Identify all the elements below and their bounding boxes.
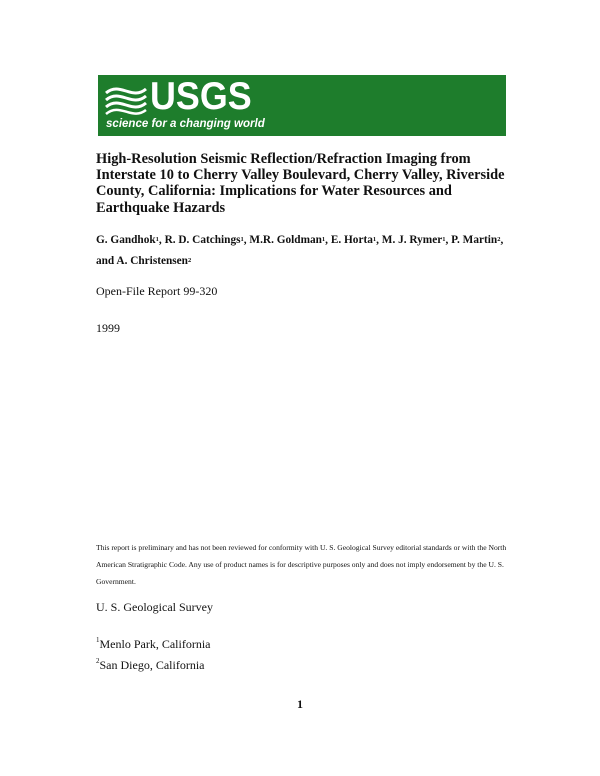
author: M.R. Goldman$^1$, [249, 234, 331, 246]
affiliation: $^1$Menlo Park, California [96, 636, 211, 651]
document-title: High-Resolution Seismic Reflection/Refraction Imaging from Interstate 10 to Cherry Valley Boulevard, Cherry Valley, Riverside County, California: Implications for Water Resources and Earthquake Hazards [96, 151, 505, 216]
publication-year: 1999 [96, 321, 120, 335]
usgs-logo [98, 75, 506, 136]
report-number: Open-File Report 99-320 [96, 284, 218, 298]
author: P. Martin$^2$, [451, 234, 504, 246]
author: R. D. Catchings$^1$, [164, 234, 250, 246]
author: G. Gandhok$^1$, [96, 234, 165, 246]
logo-tagline: science for a changing world [106, 116, 265, 130]
author-list [96, 230, 526, 272]
page-number: 1 [297, 697, 303, 711]
author: E. Horta$^1$, [330, 234, 382, 246]
affiliation: $^2$San Diego, California [96, 657, 205, 672]
agency-name: U. S. Geological Survey [96, 600, 213, 614]
disclaimer: This report is preliminary and has not been reviewed for conformity with U. S. Geological Survey editorial standards or with the North American Stratigraphic Code. Any use of product names is for descriptive purposes only and does not imply endorsement by the U. S. Government. [96, 543, 507, 586]
author: and A. Christensen$^2$ [96, 255, 192, 267]
logo-wordmark: USGS [150, 75, 252, 118]
author: M. J. Rymer$^1$, [381, 234, 452, 246]
